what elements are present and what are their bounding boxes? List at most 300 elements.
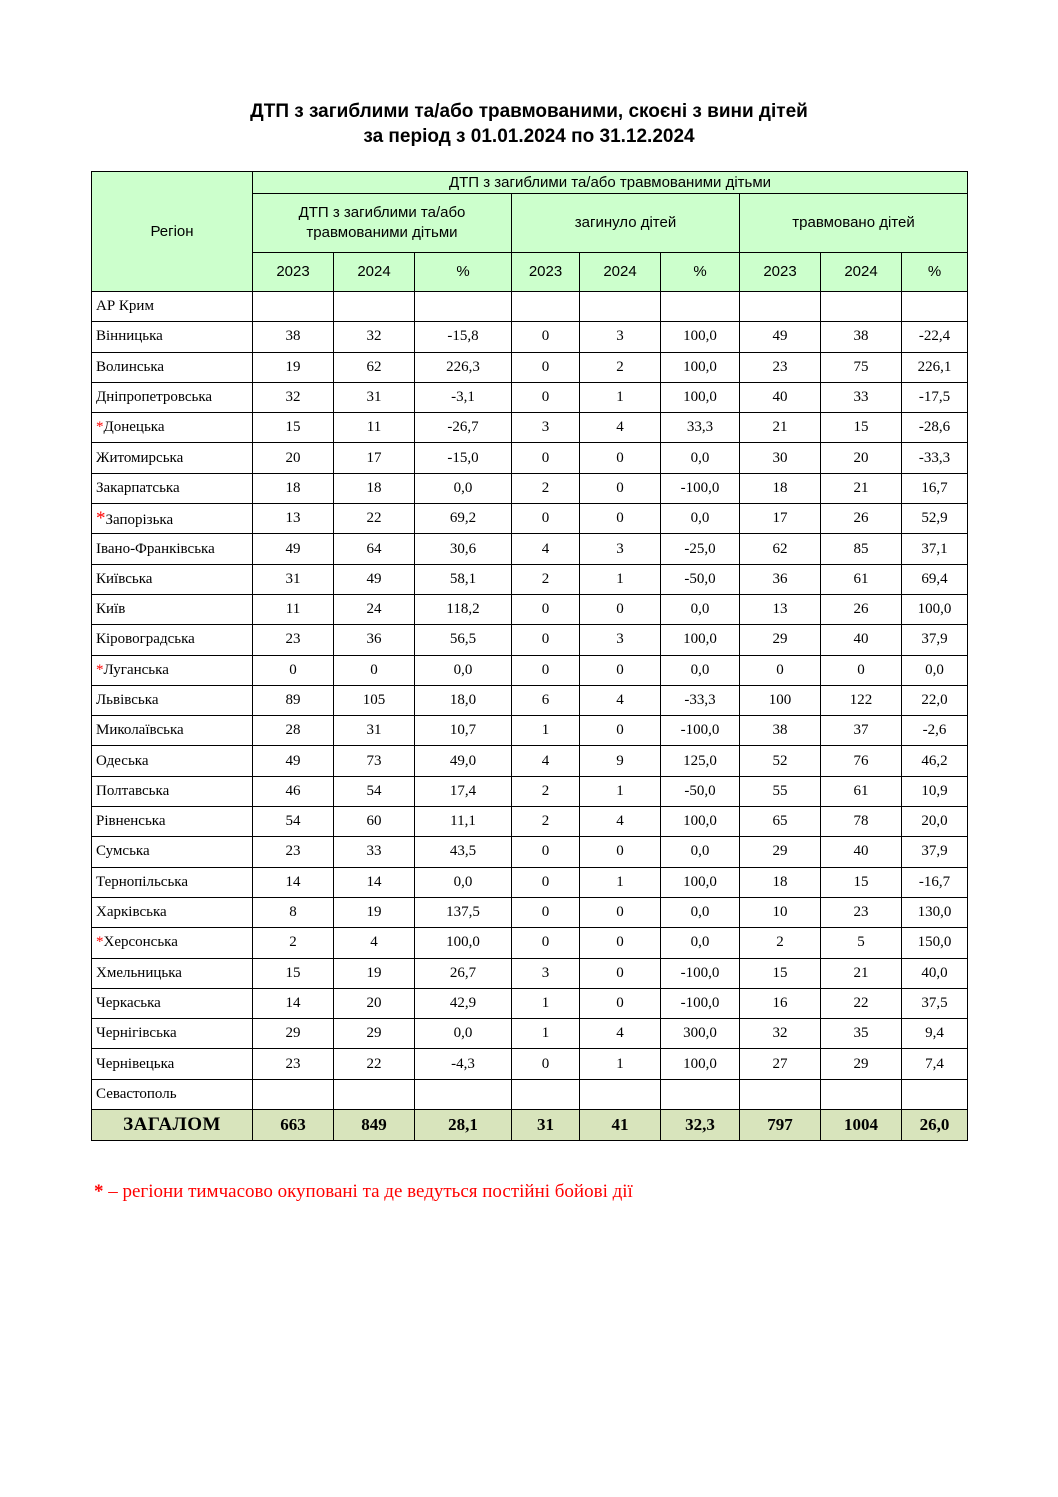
percent-cell: 43,5	[415, 837, 512, 867]
region-cell	[92, 382, 253, 412]
region-cell	[92, 1019, 253, 1049]
value-cell: 29	[334, 1019, 415, 1049]
value-cell: 105	[334, 685, 415, 715]
value-cell: 18	[740, 867, 821, 897]
value-cell: 23	[253, 837, 334, 867]
value-cell: 27	[740, 1049, 821, 1079]
value-cell: 15	[821, 413, 902, 443]
value-cell: 18	[334, 473, 415, 503]
table-row	[92, 564, 968, 594]
value-cell: 0	[580, 655, 661, 685]
value-cell: 2	[253, 928, 334, 958]
value-cell: 35	[821, 1019, 902, 1049]
value-cell	[580, 292, 661, 322]
percent-cell: -100,0	[661, 958, 740, 988]
value-cell: 0	[580, 958, 661, 988]
value-cell: 29	[253, 1019, 334, 1049]
percent-cell: 100,0	[661, 867, 740, 897]
value-cell: 0	[512, 897, 580, 927]
region-cell	[92, 897, 253, 927]
percent-cell: -16,7	[902, 867, 968, 897]
percent-cell	[902, 292, 968, 322]
percent-cell: -100,0	[661, 716, 740, 746]
table-row	[92, 473, 968, 503]
value-cell: 6	[512, 685, 580, 715]
value-cell: 3	[580, 625, 661, 655]
value-cell: 0	[512, 322, 580, 352]
value-cell: 41	[580, 1110, 661, 1141]
region-name: Чернівецька	[96, 1055, 175, 1072]
value-cell: 0	[821, 655, 902, 685]
title-line-2: за період з 01.01.2024 по 31.12.2024	[363, 126, 695, 147]
region-cell	[92, 443, 253, 473]
value-cell: 1	[580, 1049, 661, 1079]
value-cell: 36	[740, 564, 821, 594]
value-cell: 15	[740, 958, 821, 988]
percent-cell: -50,0	[661, 776, 740, 806]
sub-killed-pct: %	[661, 253, 740, 292]
value-cell: 8	[253, 897, 334, 927]
value-cell	[253, 292, 334, 322]
percent-cell: 100,0	[661, 322, 740, 352]
percent-cell: 49,0	[415, 746, 512, 776]
region-cell	[92, 655, 253, 685]
value-cell: 85	[821, 534, 902, 564]
table-row	[92, 322, 968, 352]
percent-cell: -15,0	[415, 443, 512, 473]
value-cell: 33	[334, 837, 415, 867]
value-cell: 0	[512, 655, 580, 685]
percent-cell: 130,0	[902, 897, 968, 927]
table-row	[92, 867, 968, 897]
value-cell: 46	[253, 776, 334, 806]
value-cell	[740, 1079, 821, 1109]
value-cell: 14	[253, 988, 334, 1018]
percent-cell	[415, 1079, 512, 1109]
table-row	[92, 443, 968, 473]
value-cell: 18	[740, 473, 821, 503]
value-cell: 0	[580, 716, 661, 746]
value-cell: 0	[580, 837, 661, 867]
value-cell: 2	[512, 776, 580, 806]
value-cell: 75	[821, 352, 902, 382]
value-cell: 20	[334, 988, 415, 1018]
footnote-text: – регіони тимчасово окуповані та де ведуться постійні бойові дії	[103, 1181, 633, 1202]
sub-dtp-2023: 2023	[253, 253, 334, 292]
value-cell: 49	[253, 534, 334, 564]
value-cell: 19	[334, 958, 415, 988]
value-cell: 3	[512, 413, 580, 443]
percent-cell: 16,7	[902, 473, 968, 503]
region-name: Хмельницька	[96, 964, 182, 981]
value-cell: 38	[740, 716, 821, 746]
percent-cell: 100,0	[661, 625, 740, 655]
region-cell	[92, 352, 253, 382]
percent-cell: 52,9	[902, 504, 968, 534]
value-cell: 0	[512, 867, 580, 897]
footnote	[94, 1181, 633, 1203]
region-cell	[92, 534, 253, 564]
value-cell: 21	[740, 413, 821, 443]
region-name: Луганська	[103, 661, 169, 678]
region-name: Одеська	[96, 752, 149, 769]
value-cell: 38	[253, 322, 334, 352]
value-cell	[334, 1079, 415, 1109]
percent-cell: 0,0	[661, 443, 740, 473]
percent-cell: 11,1	[415, 807, 512, 837]
percent-cell: -25,0	[661, 534, 740, 564]
region-name: Кіровоградська	[96, 631, 195, 648]
value-cell: 2	[512, 473, 580, 503]
percent-cell	[661, 292, 740, 322]
value-cell: 40	[821, 837, 902, 867]
percent-cell: 150,0	[902, 928, 968, 958]
value-cell: 33	[821, 382, 902, 412]
percent-cell: 18,0	[415, 685, 512, 715]
value-cell: 55	[740, 776, 821, 806]
sub-injured-2024: 2024	[821, 253, 902, 292]
value-cell: 15	[253, 413, 334, 443]
value-cell: 797	[740, 1110, 821, 1141]
value-cell: 2	[512, 564, 580, 594]
value-cell: 663	[253, 1110, 334, 1141]
percent-cell: -100,0	[661, 473, 740, 503]
table-row	[92, 958, 968, 988]
value-cell: 40	[821, 625, 902, 655]
value-cell: 37	[821, 716, 902, 746]
percent-cell: 69,4	[902, 564, 968, 594]
region-cell	[92, 807, 253, 837]
region-name: Волинська	[96, 358, 165, 375]
region-cell	[92, 958, 253, 988]
value-cell: 28	[253, 716, 334, 746]
value-cell: 26	[821, 594, 902, 624]
value-cell: 62	[334, 352, 415, 382]
percent-cell: 100,0	[661, 352, 740, 382]
percent-cell: -17,5	[902, 382, 968, 412]
value-cell: 10	[740, 897, 821, 927]
percent-cell: 100,0	[902, 594, 968, 624]
value-cell: 0	[580, 443, 661, 473]
table-row	[92, 382, 968, 412]
value-cell: 78	[821, 807, 902, 837]
value-cell: 32	[334, 322, 415, 352]
value-cell: 22	[334, 504, 415, 534]
table-row	[92, 625, 968, 655]
value-cell: 1	[580, 564, 661, 594]
region-name: Полтавська	[96, 782, 170, 799]
value-cell: 60	[334, 807, 415, 837]
percent-cell: 37,5	[902, 988, 968, 1018]
value-cell: 89	[253, 685, 334, 715]
value-cell: 2	[512, 807, 580, 837]
value-cell: 15	[253, 958, 334, 988]
occupied-star-icon: *	[96, 934, 104, 951]
value-cell: 0	[740, 655, 821, 685]
percent-cell: 56,5	[415, 625, 512, 655]
value-cell: 54	[253, 807, 334, 837]
table-row	[92, 746, 968, 776]
percent-cell: -28,6	[902, 413, 968, 443]
percent-cell: 0,0	[661, 594, 740, 624]
percent-cell: 0,0	[415, 1019, 512, 1049]
region-name: Миколаївська	[96, 722, 184, 739]
region-name: Житомирська	[96, 449, 184, 466]
sub-injured-pct: %	[902, 253, 968, 292]
value-cell: 36	[334, 625, 415, 655]
value-cell: 1	[512, 716, 580, 746]
occupied-star-icon: *	[96, 507, 106, 529]
percent-cell: 0,0	[415, 473, 512, 503]
percent-cell: 226,3	[415, 352, 512, 382]
table-row	[92, 928, 968, 958]
percent-cell: 46,2	[902, 746, 968, 776]
table-row	[92, 1049, 968, 1079]
value-cell: 49	[334, 564, 415, 594]
percent-cell: 40,0	[902, 958, 968, 988]
region-name: Дніпропетровська	[96, 389, 213, 406]
value-cell: 11	[334, 413, 415, 443]
value-cell: 14	[253, 867, 334, 897]
value-cell: 100	[740, 685, 821, 715]
value-cell: 26	[821, 504, 902, 534]
percent-cell: -50,0	[661, 564, 740, 594]
percent-cell: 7,4	[902, 1049, 968, 1079]
value-cell	[821, 1079, 902, 1109]
percent-cell: 42,9	[415, 988, 512, 1018]
region-name: Львівська	[96, 692, 159, 708]
region-name: Тернопільська	[96, 873, 189, 890]
region-cell	[92, 746, 253, 776]
value-cell: 9	[580, 746, 661, 776]
header-injured: травмовано дітей	[740, 194, 968, 253]
value-cell	[512, 292, 580, 322]
value-cell: 23	[740, 352, 821, 382]
value-cell: 29	[821, 1049, 902, 1079]
table-row	[92, 1079, 968, 1109]
value-cell: 29	[740, 625, 821, 655]
footnote-star: *	[94, 1181, 104, 1202]
percent-cell: -33,3	[902, 443, 968, 473]
value-cell: 30	[740, 443, 821, 473]
value-cell: 15	[821, 867, 902, 897]
total-label: ЗАГАЛОМ	[92, 1110, 253, 1141]
value-cell: 4	[580, 685, 661, 715]
percent-cell: 37,9	[902, 625, 968, 655]
value-cell: 23	[253, 1049, 334, 1079]
percent-cell: 100,0	[415, 928, 512, 958]
table-row	[92, 1019, 968, 1049]
value-cell	[740, 292, 821, 322]
sub-killed-2024: 2024	[580, 253, 661, 292]
percent-cell: 26,7	[415, 958, 512, 988]
percent-cell: -26,7	[415, 413, 512, 443]
value-cell: 16	[740, 988, 821, 1018]
value-cell	[253, 1079, 334, 1109]
region-cell	[92, 625, 253, 655]
region-name: АР Крим	[96, 298, 154, 315]
value-cell	[580, 1079, 661, 1109]
percent-cell: -33,3	[661, 685, 740, 715]
percent-cell: 137,5	[415, 897, 512, 927]
table-row	[92, 292, 968, 322]
percent-cell: 17,4	[415, 776, 512, 806]
percent-cell: 100,0	[661, 807, 740, 837]
value-cell: 0	[580, 928, 661, 958]
title-line-1: ДТП з загиблими та/або травмованими, скоєні з вини дітей	[250, 101, 808, 122]
value-cell: 1	[580, 776, 661, 806]
table-row	[92, 534, 968, 564]
value-cell: 1	[512, 1019, 580, 1049]
value-cell: 14	[334, 867, 415, 897]
value-cell: 19	[253, 352, 334, 382]
value-cell	[334, 292, 415, 322]
value-cell: 21	[821, 473, 902, 503]
percent-cell: -22,4	[902, 322, 968, 352]
value-cell: 38	[821, 322, 902, 352]
value-cell: 0	[512, 504, 580, 534]
value-cell: 0	[580, 594, 661, 624]
value-cell: 11	[253, 594, 334, 624]
value-cell: 61	[821, 776, 902, 806]
value-cell: 31	[334, 716, 415, 746]
table-row	[92, 837, 968, 867]
percent-cell: 69,2	[415, 504, 512, 534]
sub-killed-2023: 2023	[512, 253, 580, 292]
percent-cell: 100,0	[661, 382, 740, 412]
value-cell: 0	[512, 928, 580, 958]
value-cell: 5	[821, 928, 902, 958]
table-row	[92, 352, 968, 382]
percent-cell: -15,8	[415, 322, 512, 352]
region-name: Рівненська	[96, 813, 166, 830]
region-cell	[92, 716, 253, 746]
region-cell	[92, 1079, 253, 1109]
region-name: Запорізька	[105, 511, 174, 528]
percent-cell	[902, 1079, 968, 1109]
region-cell	[92, 837, 253, 867]
value-cell: 23	[253, 625, 334, 655]
table-row	[92, 685, 968, 715]
region-name: Івано-Франківська	[96, 540, 215, 557]
value-cell: 22	[334, 1049, 415, 1079]
value-cell: 13	[253, 504, 334, 534]
value-cell: 21	[821, 958, 902, 988]
table-row	[92, 594, 968, 624]
region-cell	[92, 1049, 253, 1079]
value-cell: 29	[740, 837, 821, 867]
percent-cell: 58,1	[415, 564, 512, 594]
header-killed: загинуло дітей	[512, 194, 740, 253]
header-dtp: ДТП з загиблими та/або травмованими дітьми	[253, 194, 512, 253]
occupied-star-icon: *	[96, 419, 104, 436]
value-cell: 0	[580, 897, 661, 927]
sub-dtp-2024: 2024	[334, 253, 415, 292]
region-cell	[92, 685, 253, 715]
value-cell: 0	[512, 382, 580, 412]
table-row	[92, 413, 968, 443]
value-cell: 24	[334, 594, 415, 624]
value-cell: 76	[821, 746, 902, 776]
percent-cell: 100,0	[661, 1049, 740, 1079]
region-name: Сумська	[96, 843, 150, 860]
table-row	[92, 897, 968, 927]
sub-dtp-pct: %	[415, 253, 512, 292]
table-row	[92, 504, 968, 534]
value-cell: 1	[512, 988, 580, 1018]
value-cell: 17	[334, 443, 415, 473]
value-cell: 65	[740, 807, 821, 837]
value-cell: 31	[334, 382, 415, 412]
table-row	[92, 988, 968, 1018]
value-cell: 40	[740, 382, 821, 412]
table-row	[92, 776, 968, 806]
value-cell: 31	[512, 1110, 580, 1141]
value-cell: 52	[740, 746, 821, 776]
value-cell: 1	[580, 867, 661, 897]
occupied-star-icon: *	[96, 661, 104, 678]
value-cell: 3	[580, 322, 661, 352]
region-cell	[92, 564, 253, 594]
region-name: Донецька	[103, 419, 165, 436]
value-cell: 0	[512, 625, 580, 655]
value-cell: 73	[334, 746, 415, 776]
value-cell: 849	[334, 1110, 415, 1141]
region-name: Чернігівська	[96, 1025, 177, 1042]
value-cell: 0	[580, 988, 661, 1018]
percent-cell: 28,1	[415, 1110, 512, 1141]
value-cell: 31	[253, 564, 334, 594]
value-cell: 20	[821, 443, 902, 473]
region-name: Закарпатська	[96, 479, 180, 496]
region-name: Київська	[96, 570, 153, 587]
value-cell: 4	[580, 413, 661, 443]
statistics-table	[91, 171, 968, 1141]
percent-cell: 26,0	[902, 1110, 968, 1141]
value-cell: 54	[334, 776, 415, 806]
value-cell: 0	[334, 655, 415, 685]
percent-cell: 0,0	[415, 655, 512, 685]
percent-cell: 10,9	[902, 776, 968, 806]
value-cell: 0	[580, 504, 661, 534]
percent-cell: 125,0	[661, 746, 740, 776]
table-row	[92, 807, 968, 837]
percent-cell: -4,3	[415, 1049, 512, 1079]
region-cell	[92, 292, 253, 322]
value-cell: 0	[253, 655, 334, 685]
percent-cell: 0,0	[661, 928, 740, 958]
percent-cell: 33,3	[661, 413, 740, 443]
percent-cell: -3,1	[415, 382, 512, 412]
region-cell	[92, 594, 253, 624]
value-cell: 19	[334, 897, 415, 927]
value-cell: 1004	[821, 1110, 902, 1141]
value-cell: 4	[512, 746, 580, 776]
region-cell	[92, 928, 253, 958]
region-name: Севастополь	[96, 1085, 177, 1102]
value-cell: 32	[740, 1019, 821, 1049]
value-cell: 4	[512, 534, 580, 564]
percent-cell: 0,0	[661, 504, 740, 534]
percent-cell: 0,0	[415, 867, 512, 897]
region-cell	[92, 322, 253, 352]
region-name: Черкаська	[96, 994, 161, 1011]
value-cell: 20	[253, 443, 334, 473]
percent-cell: 37,9	[902, 837, 968, 867]
value-cell: 18	[253, 473, 334, 503]
value-cell: 0	[512, 837, 580, 867]
value-cell: 4	[580, 807, 661, 837]
